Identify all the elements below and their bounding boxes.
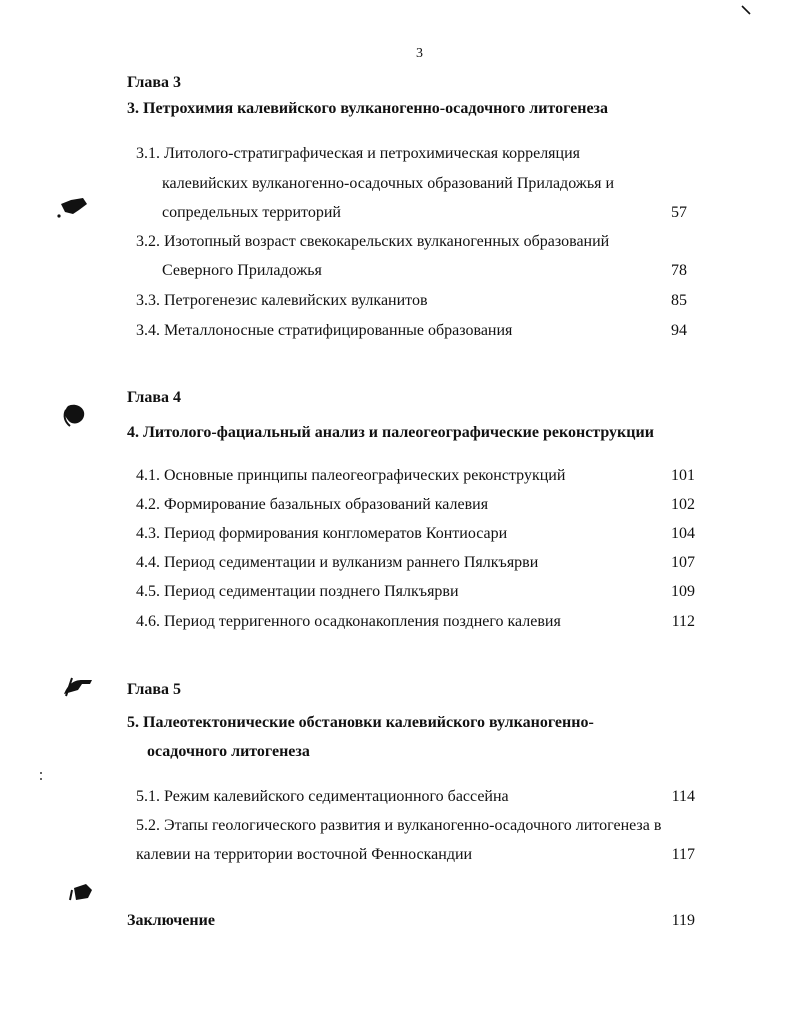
- toc-page-3-2: 78: [671, 262, 687, 279]
- conclusion-label: Заключение: [127, 912, 215, 929]
- toc-entry-3-1-line-1: 3.1. Литолого-стратиграфическая и петрохимическая корреляция: [136, 145, 581, 162]
- toc-page-4-3: 104: [671, 525, 695, 542]
- chapter-3-title: 3. Петрохимия калевийского вулканогенно-осадочного литогенеза: [127, 100, 608, 117]
- toc-entry-3-3: 3.3. Петрогенезис калевийских вулканитов: [136, 292, 428, 309]
- page-number: 3: [416, 46, 423, 61]
- toc-entry-4-6: 4.6. Период терригенного осадконакопления позднего калевия: [136, 613, 561, 630]
- chapter-5-title-line-1: 5. Палеотектонические обстановки калевийского вулканогенно-: [127, 714, 594, 731]
- toc-page-4-4: 107: [671, 554, 695, 571]
- toc-entry-5-2-line-2: калевии на территории восточной Фенноскандии: [136, 846, 473, 863]
- chapter-5-label: Глава 5: [127, 681, 181, 698]
- toc-entry-3-4: 3.4. Металлоносные стратифицированные образования: [136, 322, 513, 339]
- toc-entry-4-5: 4.5. Период седиментации позднего Пялкъярви: [136, 583, 459, 600]
- toc-page-4-6: 112: [671, 613, 695, 630]
- scan-blot-icon: [68, 882, 94, 904]
- scan-speck-icon: [38, 770, 44, 782]
- chapter-5-title-line-2: осадочного литогенеза: [147, 743, 310, 760]
- toc-entry-5-1: 5.1. Режим калевийского седиментационного бассейна: [136, 788, 509, 805]
- toc-page-5-2: 117: [671, 846, 695, 863]
- toc-entry-3-2-line-2: Северного Приладожья: [162, 262, 322, 279]
- scan-blot-icon: [62, 402, 88, 430]
- scan-blot-icon: [55, 196, 89, 222]
- scan-blot-icon: [60, 672, 94, 698]
- toc-entry-4-4: 4.4. Период седиментации и вулканизм раннего Пялкъярви: [136, 554, 539, 571]
- toc-page-5-1: 114: [671, 788, 695, 805]
- toc-page-4-5: 109: [671, 583, 695, 600]
- toc-page-3-4: 94: [671, 322, 687, 339]
- toc-entry-3-2-line-1: 3.2. Изотопный возраст свекокарельских вулканогенных образований: [136, 233, 610, 250]
- toc-page-4-2: 102: [671, 496, 695, 513]
- toc-page-4-1: 101: [671, 467, 695, 484]
- toc-page-3-1: 57: [671, 204, 687, 221]
- toc-entry-4-1: 4.1. Основные принципы палеогеографических реконструкций: [136, 467, 566, 484]
- toc-entry-5-2-line-1: 5.2. Этапы геологического развития и вулканогенно-осадочного литогенеза в: [136, 817, 662, 834]
- chapter-4-label: Глава 4: [127, 389, 181, 406]
- toc-entry-3-1-line-3: сопредельных территорий: [162, 204, 341, 221]
- toc-entry-4-3: 4.3. Период формирования конгломератов Контиосари: [136, 525, 508, 542]
- scan-mark-icon: [740, 4, 754, 18]
- chapter-4-title: 4. Литолого-фациальный анализ и палеогеографические реконструкции: [127, 424, 654, 441]
- toc-entry-3-1-line-2: калевийских вулканогенно-осадочных образований Приладожья и: [162, 175, 615, 192]
- conclusion-page: 119: [671, 912, 695, 929]
- chapter-3-label: Глава 3: [127, 74, 181, 91]
- toc-entry-4-2: 4.2. Формирование базальных образований калевия: [136, 496, 489, 513]
- toc-page-3-3: 85: [671, 292, 687, 309]
